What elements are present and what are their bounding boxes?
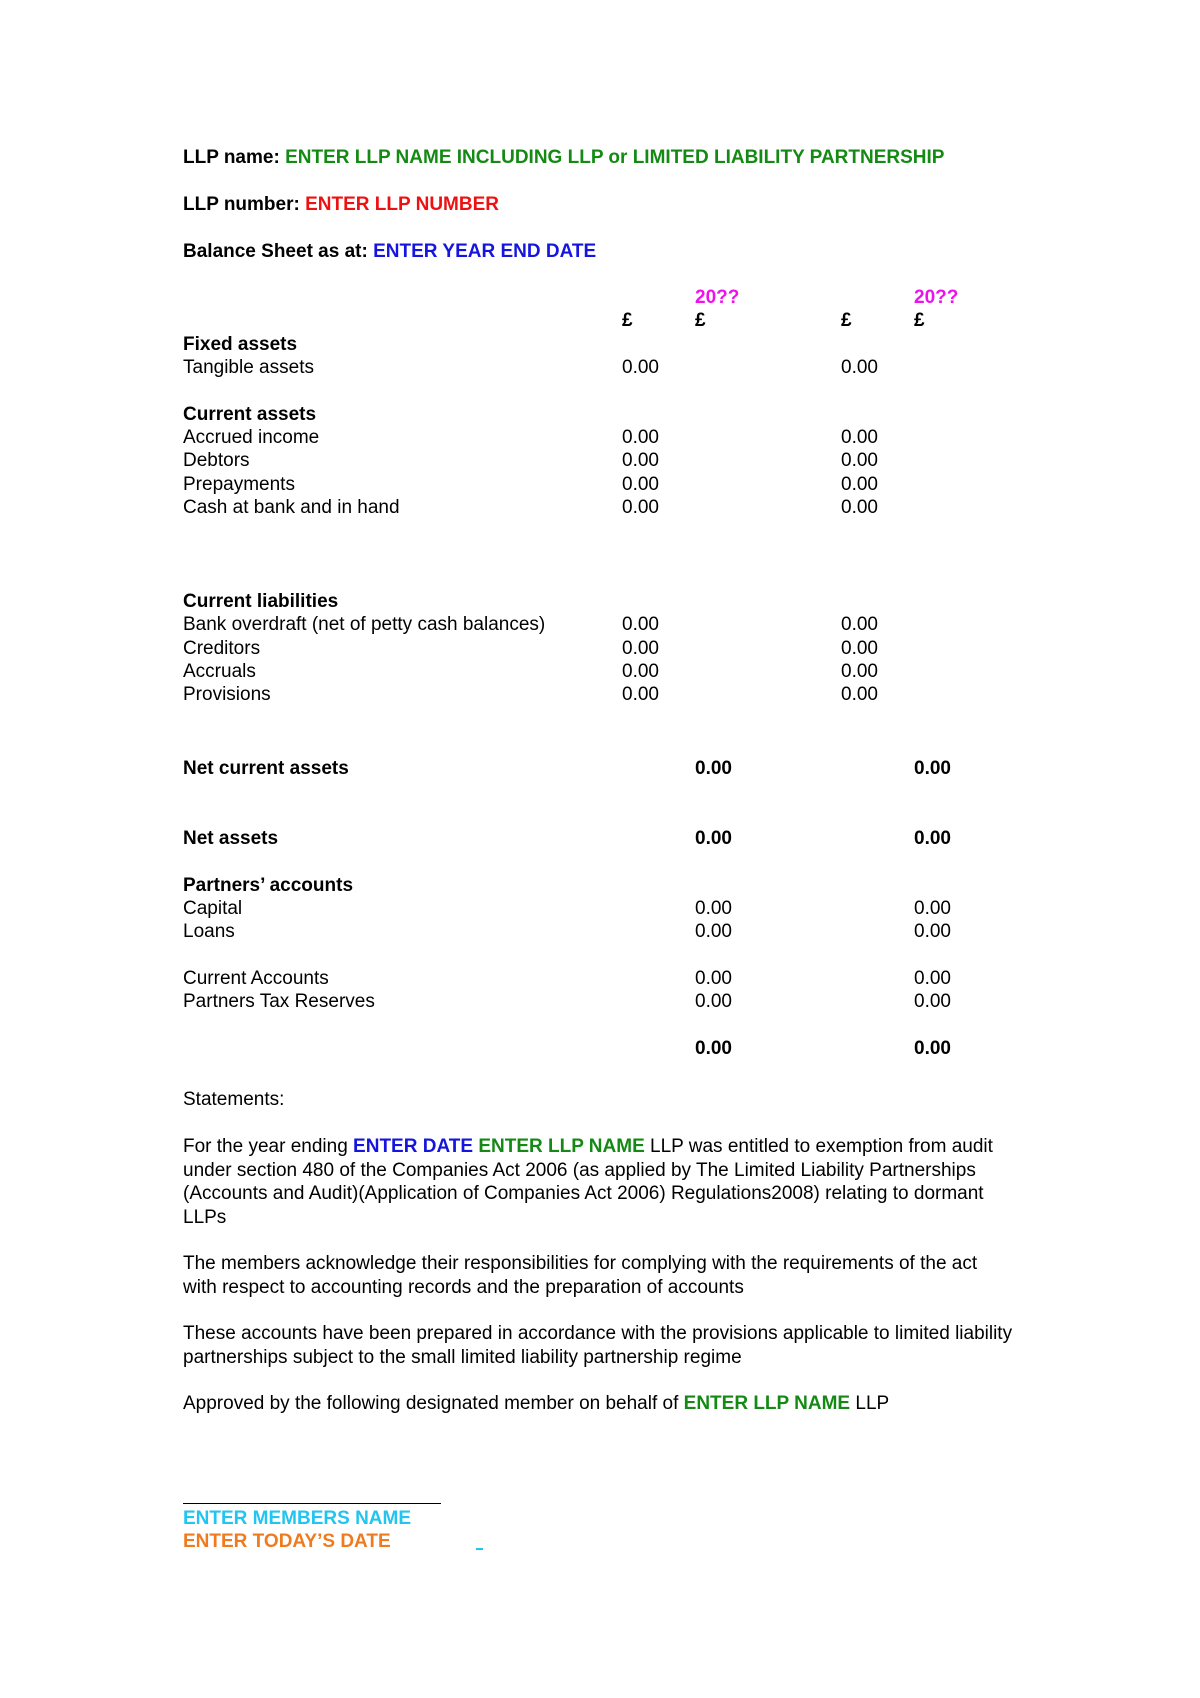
row-label: Creditors — [183, 638, 261, 659]
row-value: 0.00 — [622, 497, 659, 518]
row-value: 0.00 — [695, 898, 732, 919]
statement-text: For the year ending — [183, 1136, 354, 1157]
balance-sheet-label: Balance Sheet as at: — [183, 241, 368, 262]
row-label: Accruals — [183, 661, 256, 682]
currency-col-4: £ — [914, 310, 925, 331]
row-value: 0.00 — [622, 357, 659, 378]
todays-date-placeholder: ENTER TODAY’S DATE — [183, 1531, 391, 1552]
row-value: 0.00 — [841, 638, 878, 659]
row-label: Debtors — [183, 450, 250, 471]
row-value: 0.00 — [622, 427, 659, 448]
row-label: Accrued income — [183, 427, 320, 448]
row-value: 0.00 — [914, 991, 951, 1012]
row-label: Bank overdraft (net of petty cash balances) — [183, 614, 546, 635]
balance-sheet-line — [183, 241, 596, 263]
row-value: 0.00 — [622, 450, 659, 471]
balance-sheet-date: ENTER YEAR END DATE — [373, 241, 597, 262]
statement-exemption — [183, 1135, 1013, 1229]
row-value: 0.00 — [841, 684, 878, 705]
current-assets-heading: Current assets — [183, 404, 317, 425]
net-assets-value: 0.00 — [695, 828, 732, 849]
row-value: 0.00 — [914, 898, 951, 919]
partners-total: 0.00 — [914, 1038, 951, 1059]
row-value: 0.00 — [841, 497, 878, 518]
net-assets-label: Net assets — [183, 828, 279, 849]
statements-heading: Statements: — [183, 1089, 285, 1110]
row-value: 0.00 — [622, 684, 659, 705]
row-value: 0.00 — [695, 921, 732, 942]
placeholder-llp-name: ENTER LLP NAME — [478, 1136, 645, 1157]
row-value: 0.00 — [841, 450, 878, 471]
statement-approval — [183, 1392, 1013, 1416]
row-label: Cash at bank and in hand — [183, 497, 400, 518]
row-value: 0.00 — [841, 427, 878, 448]
row-label: Loans — [183, 921, 235, 942]
row-value: 0.00 — [622, 614, 659, 635]
row-value: 0.00 — [622, 474, 659, 495]
row-label: Current Accounts — [183, 968, 329, 989]
cursor-mark — [476, 1548, 483, 1550]
llp-number-value: ENTER LLP NUMBER — [305, 194, 499, 215]
currency-col-1: £ — [622, 310, 633, 331]
llp-name-label: LLP name: — [183, 147, 280, 168]
statement-text: LLP was entitled to exemption from audit under section 480 of the Companies Act 2006 (as applied by The Limited Liability Partnerships (Accounts and Audit)(Application of Companies Act 2006) Regulations2008) relating to dormant LLPs — [183, 1136, 993, 1228]
statement-responsibilities: The members acknowledge their responsibilities for complying with the requirements of the act with respect to accounting records and the preparation of accounts — [183, 1253, 978, 1298]
placeholder-llp-name: ENTER LLP NAME — [683, 1393, 851, 1414]
current-liabilities-heading: Current liabilities — [183, 591, 339, 612]
row-label: Prepayments — [183, 474, 295, 495]
currency-col-2: £ — [695, 310, 706, 331]
row-value: 0.00 — [622, 661, 659, 682]
row-value: 0.00 — [841, 357, 878, 378]
llp-name-line — [183, 147, 944, 169]
statement-text: LLP — [850, 1393, 890, 1414]
row-value: 0.00 — [841, 661, 878, 682]
signature-line — [183, 1503, 441, 1504]
row-value: 0.00 — [914, 968, 951, 989]
statement-text: Approved by the following designated member on behalf of — [183, 1393, 684, 1414]
placeholder-date: ENTER DATE — [353, 1136, 474, 1157]
row-value: 0.00 — [914, 921, 951, 942]
row-value: 0.00 — [841, 474, 878, 495]
currency-col-3: £ — [841, 310, 852, 331]
llp-number-label: LLP number: — [183, 194, 300, 215]
row-value: 0.00 — [622, 638, 659, 659]
net-assets-value: 0.00 — [914, 828, 951, 849]
statement-regime: These accounts have been prepared in accordance with the provisions applicable to limited liability partnerships subject to the small limited liability partnership regime — [183, 1323, 1013, 1368]
year-header-2: 20?? — [914, 287, 959, 308]
net-current-assets-label: Net current assets — [183, 758, 349, 779]
member-name-placeholder: ENTER MEMBERS NAME — [183, 1508, 412, 1529]
row-value: 0.00 — [695, 991, 732, 1012]
partners-total: 0.00 — [695, 1038, 732, 1059]
row-value: 0.00 — [695, 968, 732, 989]
llp-name-value: ENTER LLP NAME INCLUDING LLP or LIMITED LIABILITY PARTNERSHIP — [285, 147, 945, 168]
llp-number-line — [183, 194, 499, 216]
row-label: Tangible assets — [183, 357, 314, 378]
net-current-assets-value: 0.00 — [695, 758, 732, 779]
row-label: Capital — [183, 898, 243, 919]
year-header-1: 20?? — [695, 287, 740, 308]
row-label: Provisions — [183, 684, 271, 705]
net-current-assets-value: 0.00 — [914, 758, 951, 779]
partners-accounts-heading: Partners’ accounts — [183, 875, 354, 896]
row-value: 0.00 — [841, 614, 878, 635]
fixed-assets-heading: Fixed assets — [183, 334, 298, 355]
row-label: Partners Tax Reserves — [183, 991, 375, 1012]
